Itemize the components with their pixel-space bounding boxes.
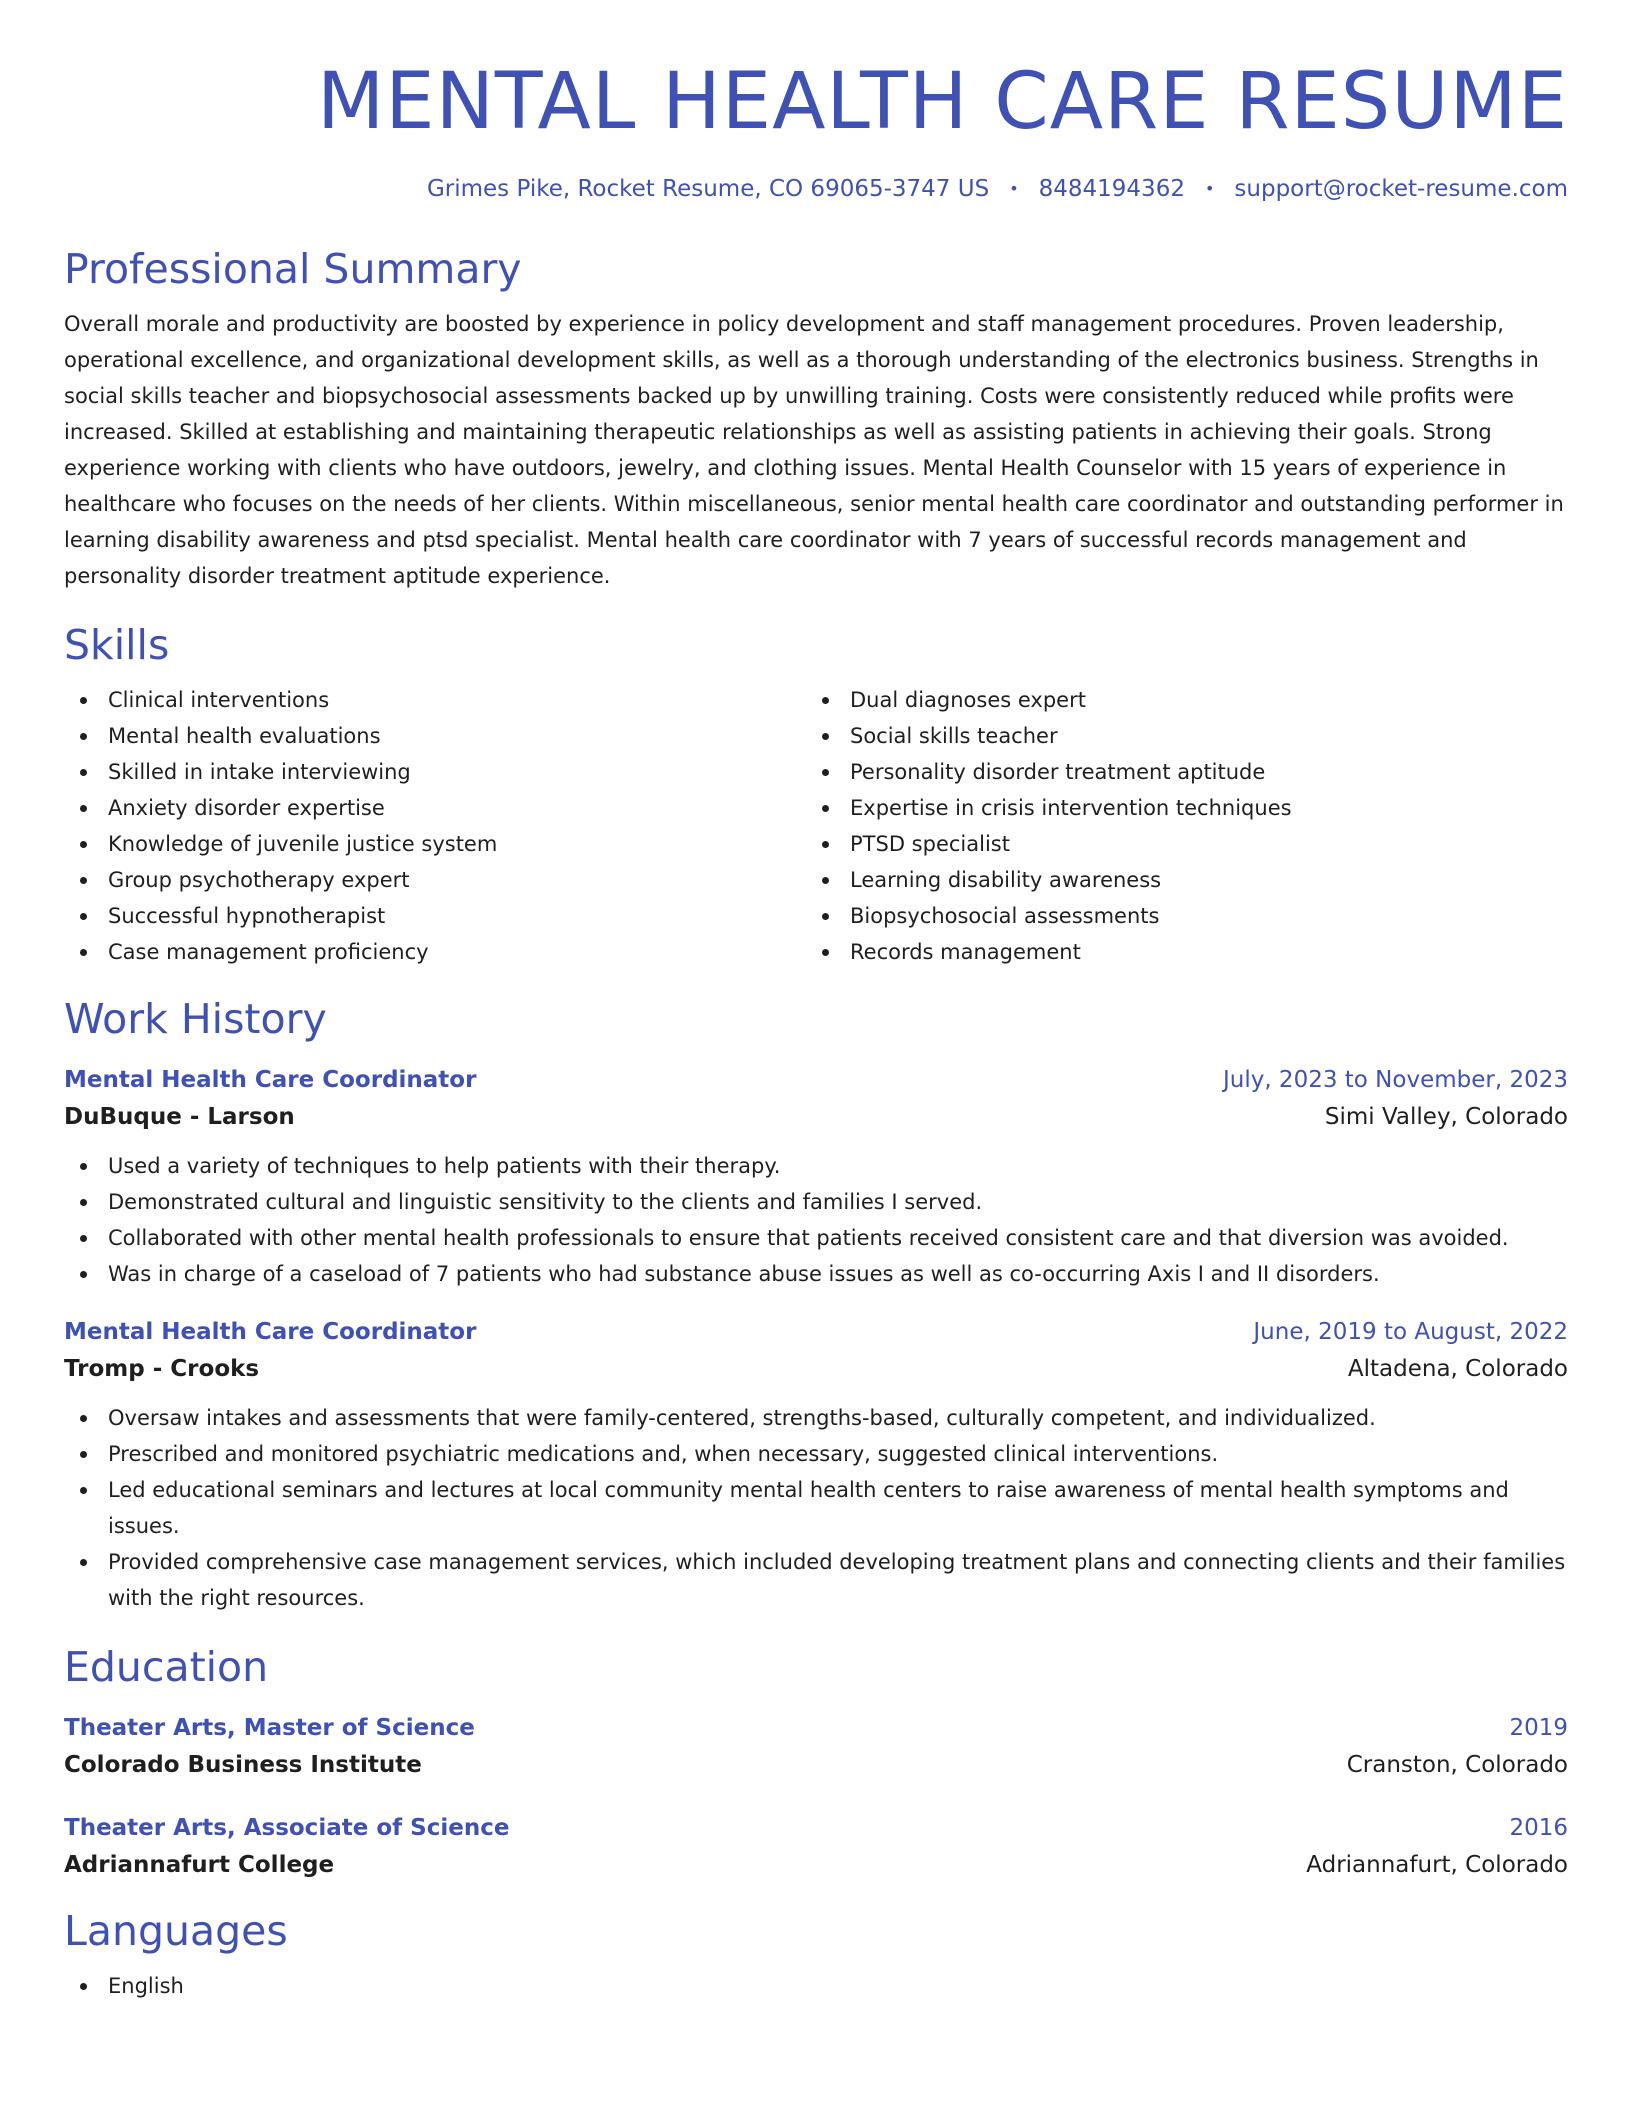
job-location: Altadena, Colorado <box>1347 1356 1568 1382</box>
job-bullets <box>64 1400 1568 1616</box>
skill-item: Skilled in intake interviewing <box>64 754 806 790</box>
job-title: Mental Health Care Coordinator <box>64 1067 477 1093</box>
job-bullet: Was in charge of a caseload of 7 patients who had substance abuse issues as well as co-occurring Axis I and II disorders. <box>64 1256 1568 1292</box>
education-school-row <box>64 1846 1568 1884</box>
skills-column-right <box>806 682 1548 970</box>
skill-item: Clinical interventions <box>64 682 806 718</box>
job-header-row <box>64 1314 1568 1350</box>
job-bullet: Used a variety of techniques to help patients with their therapy. <box>64 1148 1568 1184</box>
job-company: DuBuque - Larson <box>64 1104 295 1130</box>
resume-page <box>64 0 1568 2004</box>
skill-item: Case management proficiency <box>64 934 806 970</box>
job-bullet: Demonstrated cultural and linguistic sensitivity to the clients and families I served. <box>64 1184 1568 1220</box>
separator-dot: • <box>1009 179 1019 198</box>
job-entry <box>64 1062 1568 1292</box>
school-location: Adriannafurt, Colorado <box>1306 1852 1568 1878</box>
contact-line <box>64 174 1568 204</box>
job-entry <box>64 1314 1568 1616</box>
job-bullet: Provided comprehensive case management services, which included developing treatment plans and connecting clients and their families with the right resources. <box>64 1544 1568 1616</box>
school-name: Adriannafurt College <box>64 1852 335 1878</box>
job-title: Mental Health Care Coordinator <box>64 1319 477 1345</box>
job-location: Simi Valley, Colorado <box>1324 1104 1568 1130</box>
skill-item: Social skills teacher <box>806 718 1548 754</box>
language-item: English <box>64 1968 1568 2004</box>
job-bullet: Oversaw intakes and assessments that were family-centered, strengths-based, culturally competent, and individualized. <box>64 1400 1568 1436</box>
skills-list <box>64 682 1568 970</box>
separator-dot: • <box>1204 179 1215 198</box>
school-name: Colorado Business Institute <box>64 1752 422 1778</box>
degree-title: Theater Arts, Associate of Science <box>64 1815 510 1841</box>
education-school-row <box>64 1746 1568 1784</box>
skill-item: Group psychotherapy expert <box>64 862 806 898</box>
languages-heading: Languages <box>64 1907 288 1955</box>
skill-item: Records management <box>806 934 1548 970</box>
skill-item: Mental health evaluations <box>64 718 806 754</box>
contact-address: Grimes Pike, Rocket Resume, CO 69065-3747 US <box>426 176 990 202</box>
contact-phone: 8484194362 <box>1038 176 1185 202</box>
resume-title: MENTAL HEALTH CARE RESUME <box>317 57 1568 147</box>
skill-item: Personality disorder treatment aptitude <box>806 754 1548 790</box>
summary-heading: Professional Summary <box>64 245 522 293</box>
job-bullets <box>64 1148 1568 1292</box>
resume-header <box>64 52 1568 204</box>
skill-item: Learning disability awareness <box>806 862 1548 898</box>
skill-item: Successful hypnotherapist <box>64 898 806 934</box>
skill-item: PTSD specialist <box>806 826 1548 862</box>
job-company-row <box>64 1098 1568 1136</box>
graduation-year: 2019 <box>1509 1715 1568 1741</box>
skill-item: Dual diagnoses expert <box>806 682 1548 718</box>
summary-text: Overall morale and productivity are boosted by experience in policy development and staff management procedures. Proven leadership, operational excellence, and organizational development skills, as well as a thorough understanding of the electronics business. Strengths in social skills teacher and biopsychosocial assessments backed up by unwilling training. Costs were consistently reduced while profits were increased. Skilled at establishing and maintaining therapeutic relationships as well as assisting patients in achieving their goals. Strong experience working with clients who have outdoors, jewelry, and clothing issues. Mental Health Counselor with 15 years of experience in healthcare who focuses on the needs of her clients. Within miscellaneous, senior mental health care coordinator and outstanding performer in learning disability awareness and ptsd specialist. Mental health care coordinator with 7 years of successful records management and personality disorder treatment aptitude experience. <box>64 312 1564 588</box>
degree-title: Theater Arts, Master of Science <box>64 1715 475 1741</box>
job-header-row <box>64 1062 1568 1098</box>
job-company: Tromp - Crooks <box>64 1356 260 1382</box>
job-dates: July, 2023 to November, 2023 <box>1222 1067 1568 1093</box>
job-company-row <box>64 1350 1568 1388</box>
education-header-row <box>64 1710 1568 1746</box>
job-bullet: Collaborated with other mental health professionals to ensure that patients received consistent care and that diversion was avoided. <box>64 1220 1568 1256</box>
education-heading: Education <box>64 1643 269 1691</box>
education-entry <box>64 1710 1568 1784</box>
education-header-row <box>64 1810 1568 1846</box>
skills-heading: Skills <box>64 621 170 669</box>
education-entry <box>64 1810 1568 1884</box>
skills-column-left <box>64 682 806 970</box>
job-bullet: Prescribed and monitored psychiatric medications and, when necessary, suggested clinical interventions. <box>64 1436 1568 1472</box>
graduation-year: 2016 <box>1509 1815 1568 1841</box>
skill-item: Expertise in crisis intervention techniques <box>806 790 1548 826</box>
skill-item: Knowledge of juvenile justice system <box>64 826 806 862</box>
job-dates: June, 2019 to August, 2022 <box>1253 1319 1568 1345</box>
school-location: Cranston, Colorado <box>1346 1752 1568 1778</box>
skill-item: Biopsychosocial assessments <box>806 898 1548 934</box>
languages-list <box>64 1968 1568 2004</box>
skill-item: Anxiety disorder expertise <box>64 790 806 826</box>
work-history-heading: Work History <box>64 995 327 1043</box>
contact-email[interactable]: support@rocket-resume.com <box>1234 176 1568 202</box>
job-bullet: Led educational seminars and lectures at local community mental health centers to raise awareness of mental health symptoms and issues. <box>64 1472 1568 1544</box>
